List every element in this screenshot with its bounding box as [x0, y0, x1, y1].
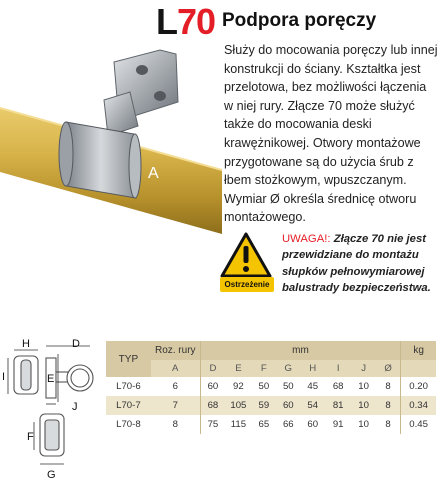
subheader-diameter: Ø — [376, 360, 401, 377]
subheader-d: D — [200, 360, 225, 377]
subheader-h: H — [301, 360, 325, 377]
cell-g: 66 — [282, 419, 294, 430]
cell-size: 6 — [172, 381, 178, 392]
product-code-number: 70 — [177, 1, 216, 42]
cell-e: 92 — [233, 381, 244, 392]
dim-label-i: I — [2, 371, 6, 383]
warning-line: Złącze 70 nie jest — [333, 233, 426, 245]
cell-diameter: 8 — [385, 381, 391, 392]
cell-diameter: 8 — [376, 396, 401, 415]
cell-j: 10 — [358, 381, 369, 392]
product-title: Podpora poręczy — [222, 10, 377, 31]
cell-typ: L70-8 — [116, 419, 141, 430]
product-code-prefix: L — [156, 1, 177, 42]
cell-kg: 0.20 — [401, 377, 436, 396]
description-line: krawężnikowej. Otwory montażowe — [224, 135, 421, 150]
description-line: Służy do mocowania poręczy lub innej — [224, 43, 438, 57]
description-line: przygotowane są do użycia śrub z — [224, 154, 414, 169]
cell-g: 50 — [282, 381, 294, 392]
table-header-row — [106, 341, 436, 360]
cell-j: 10 — [351, 396, 375, 415]
header-typ: TYP — [106, 341, 151, 377]
description-line: Wymiar Ø określa średnicę otworu — [224, 191, 417, 206]
header-mm: mm — [200, 341, 401, 360]
subheader-f: F — [252, 360, 276, 377]
dim-label-e: E — [47, 373, 55, 385]
cell-size: 8 — [172, 419, 178, 430]
cell-d: 60 — [200, 377, 225, 396]
dim-label-d: D — [72, 338, 80, 350]
product-photo — [0, 30, 222, 242]
dimension-sketch — [0, 334, 108, 480]
cell-g: 60 — [276, 396, 300, 415]
product-description — [224, 41, 438, 227]
table-row — [106, 396, 436, 415]
dim-label-g: G — [47, 469, 56, 480]
cell-h: 45 — [307, 381, 319, 392]
cell-d: 75 — [200, 415, 225, 434]
description-line: montażowego. — [224, 210, 306, 225]
cell-kg: 0.34 — [401, 396, 436, 415]
cell-j: 10 — [358, 419, 369, 430]
subheader-a: A — [151, 360, 200, 377]
cell-i: 91 — [332, 419, 344, 430]
header-kg: kg — [401, 341, 436, 360]
subheader-j: J — [351, 360, 375, 377]
cell-f: 59 — [252, 396, 276, 415]
cell-e: 105 — [225, 396, 251, 415]
cell-h: 54 — [301, 396, 325, 415]
table-subheader-row — [106, 360, 436, 377]
description-line: w niej rury. Złącze 70 może służyć — [224, 98, 415, 113]
table-row — [106, 415, 436, 434]
header-size: Roz. rury — [151, 341, 200, 360]
cell-typ: L70-7 — [106, 396, 151, 415]
dim-label-j: J — [72, 401, 78, 413]
cell-i: 68 — [332, 381, 344, 392]
description-line: przelotowa, bez możliwości łączenia — [224, 80, 427, 95]
cell-diameter: 8 — [385, 419, 391, 430]
warning-line: przewidziane do montażu — [282, 249, 419, 262]
description-line: także do mocowania deski — [224, 117, 372, 132]
cell-size: 7 — [151, 396, 200, 415]
cell-d: 68 — [200, 396, 225, 415]
warning-label: Ostrzeżenie — [220, 277, 274, 292]
warning-line: słupków pełnowymiarowej — [282, 265, 425, 278]
cell-e: 115 — [230, 419, 247, 430]
warning-icon — [220, 232, 272, 278]
warning-lead: UWAGA!: — [282, 233, 331, 245]
description-line: konstrukcji do ściany. Kształtka jest — [224, 61, 421, 76]
warning-text — [282, 231, 440, 297]
cell-f: 50 — [258, 381, 270, 392]
cell-kg: 0.45 — [401, 415, 436, 434]
subheader-i: I — [325, 360, 351, 377]
dim-label-f: F — [27, 431, 34, 443]
subheader-e: E — [225, 360, 251, 377]
subheader-g: G — [276, 360, 300, 377]
dimensions-table — [106, 341, 436, 434]
cell-i: 81 — [325, 396, 351, 415]
cell-h: 60 — [307, 419, 319, 430]
cell-typ: L70-6 — [116, 381, 141, 392]
warning-line: balustrady bezpieczeństwa. — [282, 282, 431, 295]
description-line: łbem stożkowym, wpuszczanym. — [224, 173, 407, 188]
cell-f: 65 — [258, 419, 270, 430]
table-row — [106, 377, 436, 396]
photo-label-a: A — [148, 165, 159, 182]
dim-label-h: H — [22, 338, 30, 350]
product-code — [156, 1, 216, 42]
